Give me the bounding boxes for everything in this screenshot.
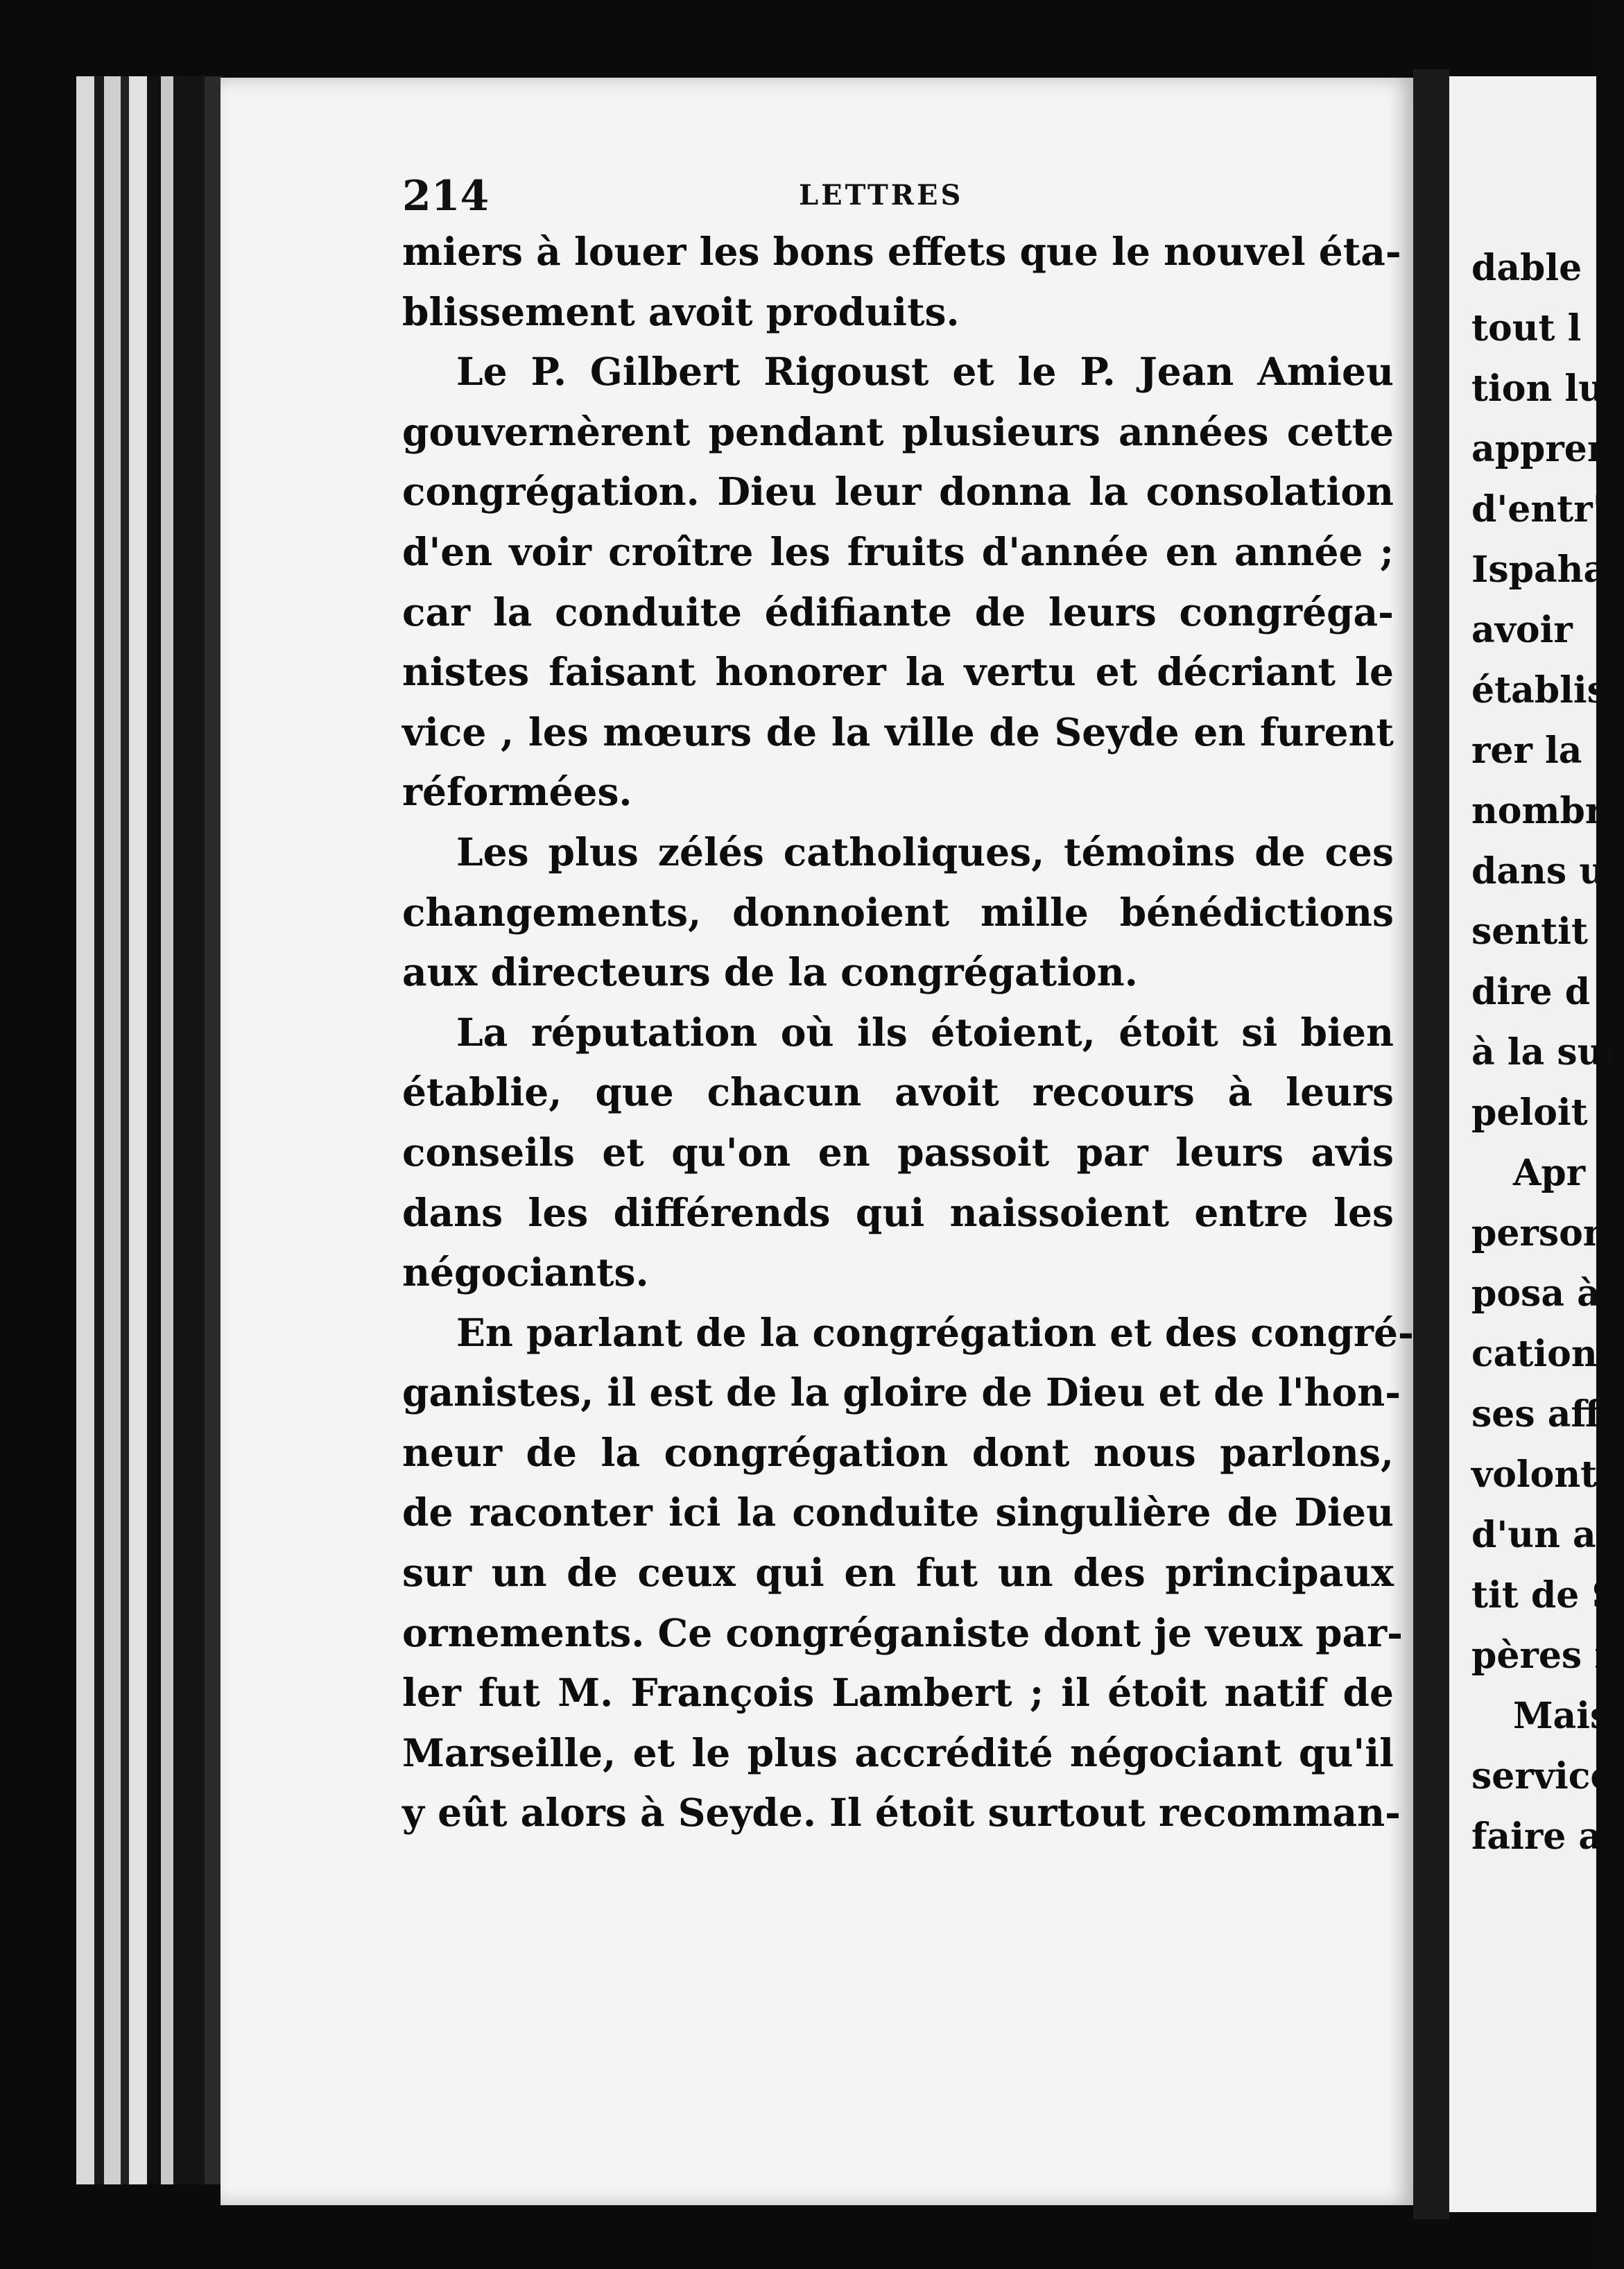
text-line: La réputation où ils étoient, étoit si bien: [456, 1009, 1394, 1055]
text-line: y eût alors à Seyde. Il étoit surtout recomman-: [402, 1790, 1401, 1836]
page-edge: [161, 76, 173, 2184]
text-line: négociants.: [402, 1250, 649, 1295]
facing-page-text-line: nombr: [1471, 790, 1605, 832]
facing-page-text-line: Ispaha: [1471, 549, 1607, 591]
book-gutter: [1413, 69, 1449, 2219]
text-line: réformées.: [402, 769, 632, 815]
left-page-body: [402, 222, 1414, 1843]
text-line: aux directeurs de la congrégation.: [402, 949, 1138, 995]
facing-page-text-line: cation: [1471, 1333, 1598, 1375]
text-line: gouvernèrent pendant plusieurs années cette: [402, 408, 1394, 454]
facing-page-text-line: ses affa: [1471, 1393, 1624, 1435]
facing-page-text-line: volont: [1471, 1453, 1598, 1496]
text-line: neur de la congrégation dont nous parlons,: [402, 1429, 1394, 1475]
page-header: [402, 172, 1401, 221]
facing-page-text-line: service: [1471, 1755, 1614, 1797]
text-line: dans les différends qui naissoient entre les: [402, 1189, 1394, 1235]
facing-page-text-line: tout l: [1471, 307, 1582, 350]
facing-page-text-line: établis: [1471, 669, 1607, 711]
text-line: vice , les mœurs de la ville de Seyde en furent: [402, 709, 1394, 754]
facing-page-text-line: dans u: [1471, 850, 1606, 892]
page-edge: [129, 76, 147, 2184]
facing-page-text-line: avoir: [1471, 609, 1573, 651]
text-line: congrégation. Dieu leur donna la consolation: [402, 469, 1394, 515]
facing-page-text-line: Mais: [1513, 1695, 1611, 1737]
text-line: ornements. Ce congréganiste dont je veux par-: [402, 1610, 1403, 1655]
text-line: établie, que chacun avoit recours à leurs: [402, 1069, 1394, 1115]
text-line: ganistes, il est de la gloire de Dieu et de l'hon-: [402, 1370, 1401, 1415]
text-line: ler fut M. François Lambert ; il étoit natif de: [402, 1670, 1394, 1716]
facing-page-text-line: rer la: [1471, 730, 1582, 772]
page-edge: [173, 76, 205, 2184]
page-edge: [205, 76, 222, 2184]
page-edge: [76, 76, 94, 2184]
facing-page-text-line: pères n: [1471, 1634, 1621, 1677]
page-edge: [147, 76, 161, 2184]
right-page-body: [1471, 238, 1624, 1867]
facing-page-text-line: peloit: [1471, 1092, 1588, 1134]
facing-page-text-line: faire a: [1471, 1815, 1603, 1858]
facing-page-text-line: tion lu: [1471, 368, 1605, 410]
page-number: 214: [402, 172, 490, 221]
text-line: de raconter ici la conduite singulière de Dieu: [402, 1490, 1394, 1535]
facing-page-text-line: appren: [1471, 428, 1614, 470]
running-title: LETTRES: [799, 179, 964, 212]
text-line: changements, donnoient mille bénédictions: [402, 889, 1394, 935]
facing-page-text-line: dire d: [1471, 971, 1591, 1013]
text-line: miers à louer les bons effets que le nouvel éta-: [402, 229, 1401, 274]
text-line: nistes faisant honorer la vertu et décriant le: [402, 649, 1394, 695]
text-line: sur un de ceux qui en fut un des principaux: [402, 1550, 1394, 1596]
text-line: car la conduite édifiante de leurs congréga-: [402, 589, 1394, 635]
facing-page-text-line: sentit: [1471, 911, 1588, 953]
facing-page-text-line: d'entr': [1471, 488, 1604, 530]
facing-page-text-line: Apr: [1513, 1152, 1586, 1194]
page-edge: [121, 76, 129, 2184]
page-edges: [76, 76, 222, 2184]
facing-page-text-line: tit de S: [1471, 1574, 1618, 1616]
facing-page-text-line: posa à: [1471, 1272, 1600, 1315]
facing-page-text-line: person: [1471, 1212, 1609, 1254]
text-line: conseils et qu'on en passoit par leurs avis: [402, 1129, 1394, 1175]
text-line: Les plus zélés catholiques, témoins de ces: [456, 829, 1394, 874]
text-line: d'en voir croître les fruits d'année en année ;: [402, 528, 1394, 574]
page-edge: [94, 76, 104, 2184]
facing-page-text-line: dable: [1471, 247, 1582, 289]
text-line: En parlant de la congrégation et des congré-: [456, 1309, 1414, 1355]
text-line: blissement avoit produits.: [402, 288, 960, 334]
text-line: Le P. Gilbert Rigoust et le P. Jean Amieu: [456, 349, 1394, 395]
page-edge: [104, 76, 121, 2184]
facing-page-text-line: à la sui: [1471, 1031, 1618, 1073]
text-line: Marseille, et le plus accrédité négociant qu'il: [402, 1729, 1394, 1775]
facing-page-text-line: d'un a: [1471, 1514, 1596, 1556]
